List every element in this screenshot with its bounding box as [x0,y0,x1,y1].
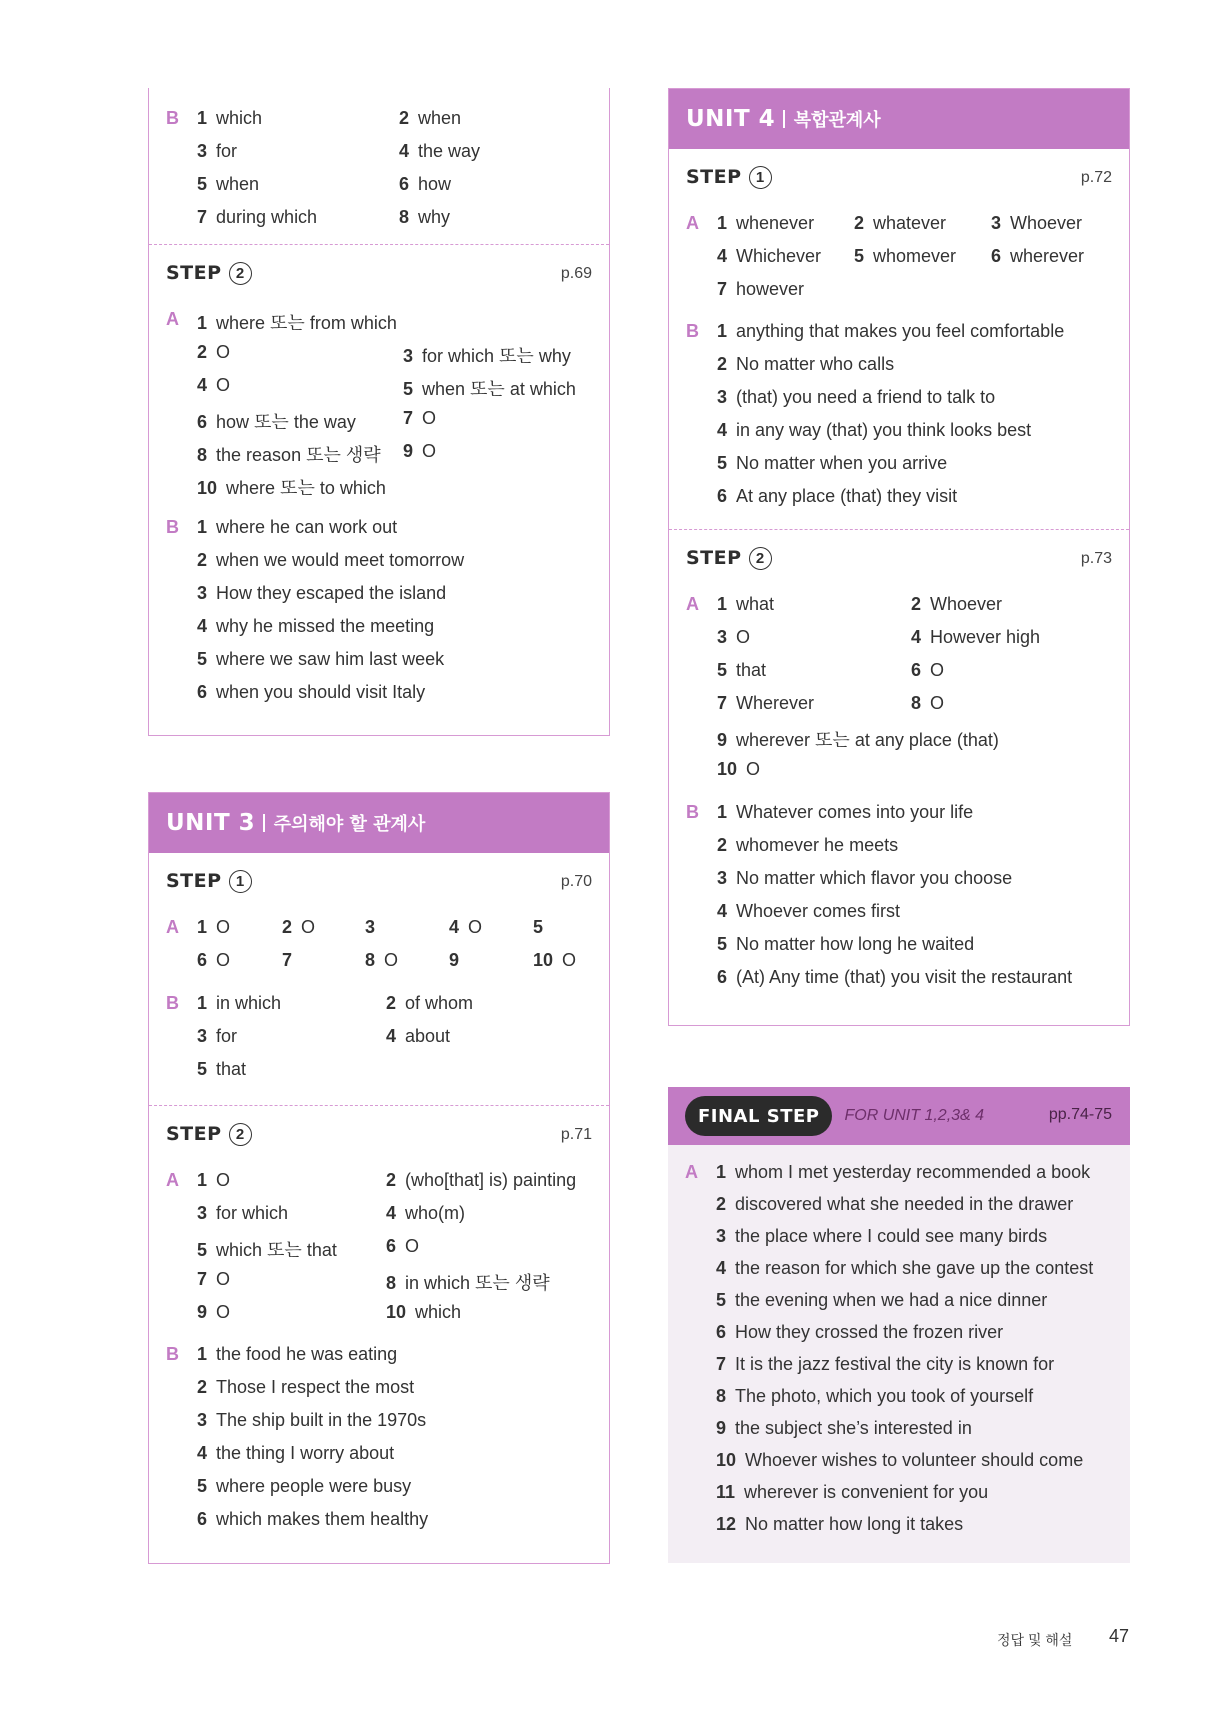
list-item: 6 how [399,174,452,194]
list-item: 10 O [717,759,761,779]
final-step-A-section [668,1145,1130,1563]
list-item: 4 Whichever [717,246,822,266]
step-number-badge: 2 [749,547,772,570]
unit-subtitle: 복합관계사 [793,110,881,131]
unit4-step1-A-section [669,205,1129,315]
page-reference: p.69 [560,265,592,282]
step-number-badge: 2 [229,262,252,285]
title-separator [263,814,265,832]
unit2-step2-A-section [149,301,609,511]
unit2-continued-box [148,88,610,736]
section-letter-A: A [166,1170,179,1190]
list-item: 3 for [197,1026,238,1046]
step-number-badge: 1 [749,166,772,189]
list-item: 2 (who[that] is) painting [386,1170,577,1190]
list-item: 1 what [717,594,775,614]
list-item: 1 which [197,108,263,128]
list-item: 1 where he can work out [197,517,398,537]
list-item: 9 [449,950,460,970]
list-item: 6 wherever [991,246,1085,266]
footer-section-label: 정답 및 해설 [997,1632,1073,1648]
list-item: 4 about [386,1026,451,1046]
list-item: 3 [365,917,376,937]
unit-subtitle: 주의해야 할 관계사 [273,814,426,835]
final-step-units: FOR UNIT 1,2,3& 4 [844,1107,985,1124]
section-letter-A: A [686,213,699,233]
unit3-step2-B-section [149,1338,609,1548]
list-item: 4 However high [911,627,1041,647]
list-item: 1 O [197,1170,231,1190]
section-letter-A: A [685,1162,698,1182]
page-reference: p.73 [1080,550,1112,567]
section-letter-B: B [166,108,179,128]
final-step-label: FINAL STEP [685,1096,832,1136]
unit3-step2-A-section [149,1162,609,1338]
list-item: 3 (that) you need a friend to talk to [717,387,996,407]
list-item: 2 discovered what she needed in the drawer [716,1194,1074,1214]
list-item: 7 during which [197,207,318,227]
list-item: 3 Whoever [991,213,1083,233]
step-header [149,1106,609,1162]
unit4-step2-A-section [669,586,1129,796]
list-item: 2 O [282,917,316,937]
list-item: 6 O [197,950,231,970]
list-item: 6 how 또는 the way [197,412,356,432]
list-item: 4 why he missed the meeting [197,616,435,636]
list-item: 10 O [533,950,577,970]
list-item: 8 the reason 또는 생략 [197,445,381,465]
list-item: 10 which [386,1302,462,1322]
list-item: 2 whomever he meets [717,835,899,855]
list-item: 5 No matter how long he waited [717,934,975,954]
final-step-header [668,1087,1130,1145]
list-item: 3 How they escaped the island [197,583,447,603]
list-item: 5 No matter when you arrive [717,453,948,473]
section-letter-A: A [166,309,179,329]
list-item: 5 which 또는 that [197,1240,337,1260]
list-item: 2 Those I respect the most [197,1377,415,1397]
list-item: 3 the place where I could see many birds [716,1226,1048,1246]
list-item: 6 (At) Any time (that) you visit the restaurant [717,967,1073,987]
section-letter-B: B [686,321,699,341]
page-reference: p.71 [560,1126,592,1143]
list-item: 5 where we saw him last week [197,649,445,669]
list-item: 5 [533,917,544,937]
list-item: 1 in which [197,993,282,1013]
list-item: 8 O [911,693,945,713]
list-item: 1 Whatever comes into your life [717,802,974,822]
list-item: 1 where 또는 from which [197,313,397,333]
list-item: 9 the subject she’s interested in [716,1418,972,1438]
list-item: 2 Whoever [911,594,1003,614]
list-item: 2 whatever [854,213,947,233]
list-item: 7 Wherever [717,693,815,713]
list-item: 3 O [717,627,751,647]
list-item: 6 which makes them healthy [197,1509,429,1529]
unit-header [669,89,1129,149]
list-item: 5 when [197,174,260,194]
title-separator [783,110,785,128]
list-item: 1 the food he was eating [197,1344,398,1364]
list-item: 3 for which [197,1203,289,1223]
step-label: STEP [166,262,222,284]
unit4-step1-B-section [669,315,1129,529]
unit-header [149,793,609,853]
step-header [669,149,1129,205]
step-label: STEP [686,547,742,569]
step-label: STEP [166,870,222,892]
unit3-step1-B-section [149,987,609,1105]
list-item: 11 wherever is convenient for you [716,1482,989,1502]
list-item: 3 No matter which flavor you choose [717,868,1013,888]
list-item: 7 [282,950,293,970]
page-reference: p.72 [1080,169,1112,186]
unit2-step1-B-section [149,88,609,244]
section-letter-B: B [166,993,179,1013]
list-item: 6 At any place (that) they visit [717,486,958,506]
list-item: 6 when you should visit Italy [197,682,426,702]
list-item: 7 It is the jazz festival the city is known for [716,1354,1055,1374]
list-item: 3 for which 또는 why [403,346,571,366]
list-item: 7 O [197,1269,231,1289]
list-item: 4 in any way (that) you think looks best [717,420,1032,440]
list-item: 4 the thing I worry about [197,1443,395,1463]
list-item: 4 O [197,375,231,395]
list-item: 1 whenever [717,213,815,233]
list-item: 5 when 또는 at which [403,379,576,399]
list-item: 7 however [717,279,805,299]
list-item: 10 Whoever wishes to volunteer should come [716,1450,1084,1470]
list-item: 2 O [197,342,231,362]
unit4-step2-B-section [669,796,1129,1006]
section-letter-B: B [166,517,179,537]
list-item: 5 that [197,1059,247,1079]
list-item: 2 No matter who calls [717,354,895,374]
list-item: 4 the way [399,141,481,161]
page-reference: pp.74-75 [1048,1106,1112,1123]
list-item: 9 wherever 또는 at any place (that) [717,730,999,750]
list-item: 4 O [449,917,483,937]
list-item: 5 that [717,660,767,680]
list-item: 8 O [365,950,399,970]
list-item: 5 where people were busy [197,1476,412,1496]
list-item: 2 of whom [386,993,474,1013]
page-reference: p.70 [560,873,592,890]
step-number-badge: 1 [229,870,252,893]
list-item: 4 the reason for which she gave up the contest [716,1258,1094,1278]
list-item: 10 where 또는 to which [197,478,386,498]
section-letter-A: A [166,917,179,937]
step-header [149,245,609,301]
list-item: 8 why [399,207,451,227]
list-item: 8 The photo, which you took of yourself [716,1386,1034,1406]
list-item: 9 O [403,441,437,461]
list-item: 6 How they crossed the frozen river [716,1322,1004,1342]
step-label: STEP [166,1123,222,1145]
unit2-step2-B-section [149,511,609,721]
final-step-box [668,1087,1130,1563]
list-item: 9 O [197,1302,231,1322]
list-item: 6 O [911,660,945,680]
list-item: 12 No matter how long it takes [716,1514,964,1534]
step-header [149,853,609,909]
section-letter-B: B [166,1344,179,1364]
list-item: 8 in which 또는 생략 [386,1273,550,1293]
unit-title: UNIT 4 [686,106,776,132]
list-item: 2 when [399,108,462,128]
list-item: 7 O [403,408,437,428]
list-item: 5 whomever [854,246,957,266]
list-item: 3 The ship built in the 1970s [197,1410,427,1430]
step-label: STEP [686,166,742,188]
list-item: 1 anything that makes you feel comfortable [717,321,1065,341]
step-number-badge: 2 [229,1123,252,1146]
step-header [669,530,1129,586]
list-item: 6 O [386,1236,420,1256]
list-item: 1 O [197,917,231,937]
unit4-box [668,88,1130,1026]
section-letter-B: B [686,802,699,822]
unit-title: UNIT 3 [166,810,256,836]
list-item: 4 who(m) [386,1203,466,1223]
list-item: 1 whom I met yesterday recommended a book [716,1162,1091,1182]
list-item: 3 for [197,141,238,161]
section-letter-A: A [686,594,699,614]
list-item: 2 when we would meet tomorrow [197,550,465,570]
page-number: 47 [1109,1626,1130,1646]
list-item: 5 the evening when we had a nice dinner [716,1290,1048,1310]
unit3-step1-A-section [149,909,609,987]
list-item: 4 Whoever comes first [717,901,901,921]
unit3-box [148,792,610,1564]
